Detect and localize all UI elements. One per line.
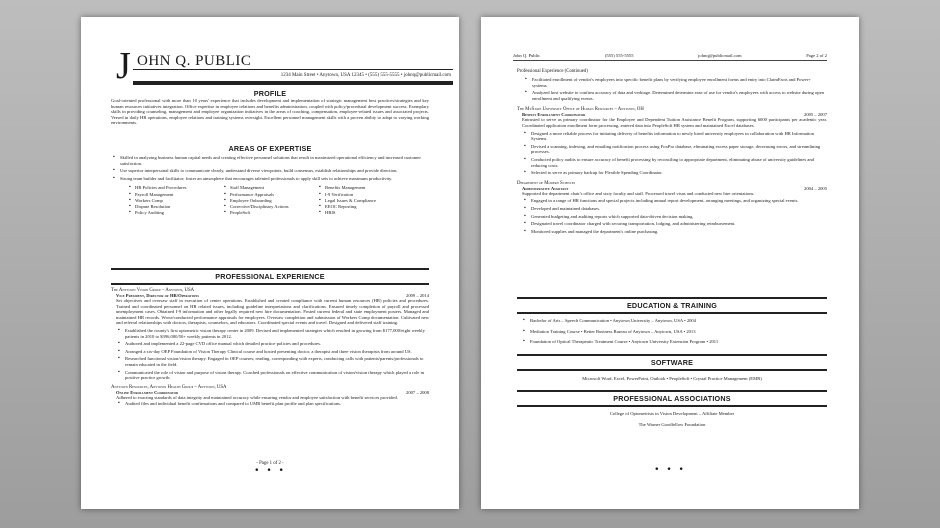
expertise-bullet: ▪ Use superior interpersonal skills to communicate clearly, understand diverse viewpoints, build consensus, establish relationships and provide direction. xyxy=(111,168,429,174)
education-item: ▪ Bachelor of Arts – Speech Communication • Anytown University – Anytown, USA • 2004 xyxy=(521,318,827,324)
job-bullet: ▪ Communicated the role of vision and purpose of vision therapy. Coached professionals on effective communication of vision/vision therapy which played a role in positive practice growth. xyxy=(116,370,429,381)
continued-experience xyxy=(517,69,827,236)
education-item: ▪ Mediation Training Course • Better Business Bureau of Anytown – Anytown, USA • 2013 xyxy=(521,329,827,335)
software-list: Microsoft Word, Excel, PowerPoint, Outlook • PeopleSoft • Crystal Practice Management (EMR) xyxy=(582,376,762,381)
expertise-bullet: ▪ Skilled in analyzing business human capital needs and creating effective personnel solutions that result in maximized operational efficiency and increased customer satisfaction. xyxy=(111,155,429,166)
skills-grid xyxy=(129,185,429,216)
page2-header xyxy=(513,53,827,58)
job-bullet: ▪ Audited files and individual benefit confirmations and compared to UMR benefit plan profile and plan specifications. xyxy=(116,401,429,407)
job-bullet: ▪ Authored and implemented a 22-page CVD office manual which detailed practice policies and procedures. xyxy=(116,341,429,347)
section-rule xyxy=(517,369,827,371)
job-bullet: ▪ Established the county's first optometric vision therapy center in 2009. Devised and implemented strategies which resulted in growing from $177,000/eight weekly patients in 2010 to $396,000/50+ weekly patients in 2012. xyxy=(116,328,429,339)
header-rule xyxy=(513,60,827,61)
skill-item: ▪ Employee Onboarding xyxy=(224,198,319,204)
name-rule xyxy=(133,69,453,70)
job-organization: The MyState University Office of Human Resources – Anytown, OH xyxy=(517,107,644,113)
section-rule xyxy=(111,283,429,285)
job-summary: Entrusted to serve as primary coordinator for the Employee and Dependent Tuition Assistance Benefit Program, supporting 6000 participants per academic year. Coordinated application enrollment form processing, entered data into PeopleSoft HR system and maintained Excel databases. xyxy=(522,117,827,128)
name-rest: OHN Q. PUBLIC xyxy=(137,53,252,69)
section-rule xyxy=(517,354,827,356)
page-dots: • • • xyxy=(654,465,686,475)
job-title: Vice President, Director of HR/Operations xyxy=(116,293,199,298)
job-dates: 2007 – 2008 xyxy=(406,389,429,395)
education-item: ▪ Foundation of Optical Therapeutic Treatment Course • Anytown University Extension Program • 2011 xyxy=(521,339,827,345)
skill-item: ▪ Staff Management xyxy=(224,185,319,191)
skill-item: ▪ Corrective/Disciplinary Actions xyxy=(224,204,319,210)
resume-page-2 xyxy=(481,17,859,509)
section-rule xyxy=(517,405,827,407)
job-bullet: ▪ Researched functional vision/vision therapy. Engaged in OEP courses; reading, corresponding with experts, conducting calls with patients/parents/professionals to remain educated in the field. xyxy=(116,356,429,367)
header-bar xyxy=(133,81,453,85)
job-bullet: ▪ Selected to serve as primary backup for Flexible Spending Coordinator. xyxy=(522,170,827,176)
skill-item: ▪ Dispute Resolution xyxy=(129,204,224,210)
job-bullet: ▪ Conducted policy audits to ensure accuracy of benefit processing by reconciling to appropriate department, eliminating abuse of university guidelines and reducing costs. xyxy=(522,157,827,168)
skill-item: ▪ PeopleSoft xyxy=(224,210,319,216)
job-bullet: ▪ Engaged in a range of HR functions and special projects including annual report development, arranging meetings, and organizing special events. xyxy=(522,198,827,204)
job-bullet: ▪ Designed a more reliable process for initiating delivery of benefits information to newly hired university employees in collaboration with HR Information Systems. xyxy=(522,131,827,142)
experience-section xyxy=(111,266,429,409)
profile-section xyxy=(111,89,429,126)
job-bullet: ▪ Designated travel coordinator charged with securing transportation, lodging, and administering reimbursement. xyxy=(522,221,827,227)
skill-item: ▪ Workers Comp xyxy=(129,198,224,204)
profile-text: Goal-oriented professional with more than 10 years' experience that includes development and implementation of strategic management best practices/strategies and key human resources initiatives integration. Office expertise in employee relations and benefits administration, coupled with policy/procedural development success. Exemplary skills in providing counseling, management and employee organization initiatives in the areas of coaching, compensation, employee-related issues and associated projects. Versed in daily HR operations, employee relations and training systems oversight. Excellent personnel management skills with a proven ability to adapt to varying working environments. xyxy=(111,98,429,126)
job-bullet: ▪ Arranged a six-day OEP Foundation of Vision Therapy Clinical course and hosted presenting doctor, a therapist and three vision therapists from around US. xyxy=(116,349,429,355)
section-rule xyxy=(517,297,827,299)
education-section xyxy=(517,295,827,350)
experience-title: PROFESSIONAL EXPERIENCE xyxy=(215,272,325,281)
software-title: SOFTWARE xyxy=(650,358,694,367)
header-page-number: Page 2 of 2 xyxy=(806,53,827,58)
job-bullet: ▪ Analyzed host website to confirm accuracy of data and verbiage. Determined determine ease of use for vendor's employees with access to website during open enrollment and qualifying events. xyxy=(523,90,827,101)
section-rule xyxy=(517,312,827,314)
section-rule xyxy=(111,268,429,270)
job-bullet: ▪ Devised a scanning, indexing, and emailing notification process using FoxPro database, eliminating excess paper storage, decreasing errors, and streamlining processes. xyxy=(522,144,827,155)
header-name: John Q. Public xyxy=(513,53,541,58)
header-phone: (555) 555-5555 xyxy=(604,53,634,58)
associations-section xyxy=(517,388,827,429)
job-bullet: ▪ Developed and maintained databases. xyxy=(522,206,827,212)
skill-item: ▪ EEOC Reporting xyxy=(319,204,414,210)
skill-item: ▪ Benefits Management xyxy=(319,185,414,191)
job-summary: Supported the department chair's office and sixty faculty and staff. Processed travel visas and conducted new hire orientations. xyxy=(522,190,755,196)
skill-item: ▪ Legal Issues & Compliance xyxy=(319,198,414,204)
contact-line: 1234 Main Street • Anytown, USA 12345 • (555) 555-5555 • johnq@publicmail.com xyxy=(280,73,451,78)
job-organization: Department of Modern Sciences xyxy=(517,180,576,186)
job-bullet: ▪ Generated budgeting and auditing reports which supported data-driven decision making. xyxy=(522,214,827,220)
skill-item: ▪ HRIS xyxy=(319,210,414,216)
job-dates: 2009 – 2014 xyxy=(406,293,429,298)
expertise-title: AREAS OF EXPERTISE xyxy=(228,144,312,153)
continued-label: Professional Experience (Continued) xyxy=(517,69,588,74)
job-bullet: ▪ Monitored supplies and managed the department's online purchasing. xyxy=(522,229,827,235)
skill-item: ▪ I-9 Verification xyxy=(319,192,414,198)
profile-title: PROFILE xyxy=(253,89,287,98)
job-summary: Set objectives and oversaw staff in execution of center operations. Established and created compliance with current human resources (HR) policies and procedures. Trained and coordinated personnel on HR related issues, including guideline interpretations and clarifications. Ensured timely completion of payroll and processed unemployment cases. Obtained I-9 information and other legally required new hire documentation. Posted current federal and state employment posters. Managed and maintained HR records. Wrote/conducted performance appraisals for employees. Oversaw completion and submission of Workers Comp documentation. Cultivated new and referral relationships with doctors, therapists, counselors, and educators. Coordinated special events and travel. Designed and delivered staff training. xyxy=(116,298,429,326)
job-title: Benefit Enrollment Coordinator xyxy=(522,112,586,118)
resume-page-1 xyxy=(81,17,459,509)
page-footer: - Page 1 of 2 - xyxy=(256,461,284,466)
skill-item: ▪ Payroll Management xyxy=(129,192,224,198)
education-title: EDUCATION & TRAINING xyxy=(626,301,718,310)
job-dates: 2005 – 2007 xyxy=(804,112,827,118)
expertise-bullet: ▪ Strong team builder and facilitator; foster an atmosphere that encourages talented professionals to apply skill sets to achieve maximum productivity. xyxy=(111,176,429,182)
job-bullet: ▪ Facilitated enrollment of vendor's employees into specific benefit plans by verifying employee enrollment forms and entry into ClaimFacts and Power+ systems. xyxy=(523,77,827,88)
association-item: College of Optometrists in Vision Development – Affiliate Member xyxy=(609,411,735,416)
header-email: johnq@publicmail.com xyxy=(698,53,742,58)
skill-item: ▪ Performance Appraisals xyxy=(224,192,319,198)
expertise-section xyxy=(111,144,429,216)
job-organization: The Anytown Vision Group – Anytown, USA xyxy=(111,288,195,293)
software-section xyxy=(517,352,827,383)
job-summary: Adhered to exacting standards of data integrity and maintained accuracy while ensuring vendor and employee satisfaction with benefit services provided. xyxy=(116,394,398,400)
job-title: Online Enrollment Coordinator xyxy=(116,389,179,395)
associations-title: PROFESSIONAL ASSOCIATIONS xyxy=(613,394,731,403)
page-dots: • • • xyxy=(254,466,286,476)
job-dates: 2004 – 2005 xyxy=(804,185,827,191)
section-rule xyxy=(517,390,827,392)
name-initial: J xyxy=(116,45,131,87)
job-organization: Anytown Resources, Anytown Health Group – Anytown, USA xyxy=(111,384,227,390)
skill-item: ▪ Policy Auditing xyxy=(129,210,224,216)
skill-item: ▪ HR Policies and Procedures xyxy=(129,185,224,191)
association-item: The Warner Goodfellow Foundation xyxy=(638,422,706,427)
job-title: Administrative Assistant xyxy=(522,185,569,191)
